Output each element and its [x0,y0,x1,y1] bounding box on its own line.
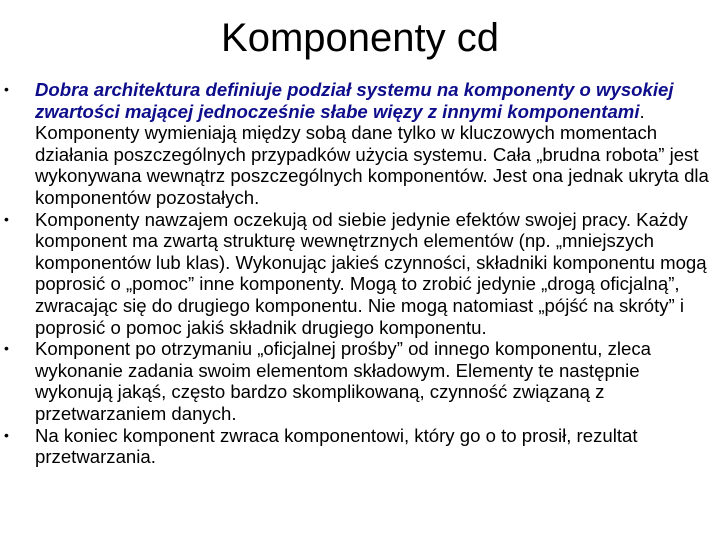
bullet-icon: • [4,210,9,227]
slide-title: Komponenty cd [221,16,499,60]
bullet-text: Komponenty nawzajem oczekują od siebie jedynie efektów swojej pracy. Każdy komponent ma zwartą strukturę wewnętrznych elementów (np. „mniejszych komponentów lub klas). Wykonując jakieś czynności, składniki komponentu mogą poprosić o „pomoc” inne komponenty. Mogą to zrobić jedynie „drogą oficjalną”, zwracając się do drugiego komponentu. Nie mogą natomiast „pójść na skróty” i poprosić o pomoc jakiś składnik drugiego komponentu. [35,208,707,338]
bullet-item-2 [4,208,712,339]
bullet-text: Na koniec komponent zwraca komponentowi, który go o to prosił, rezultat przetwarzania. [35,424,638,468]
bullet-emphasis: Dobra architektura definiuje podział systemu na komponenty o wysokiej zwartości mającej jednocześnie słabe więzy z innymi komponentami [35,79,674,122]
bullet-item-4 [4,424,712,468]
bullet-text: Komponent po otrzymaniu „oficjalnej prośby” od innego komponentu, zleca wykonanie zadania swoim elementom składowym. Elementy te następnie wykonują jakąś, często bardzo skomplikowaną, czynność związaną z przetwarzaniem danych. [35,338,652,424]
bullet-item-3 [4,338,712,424]
bullet-list [4,79,712,468]
bullet-icon: • [4,340,9,357]
bullet-icon: • [4,81,9,97]
bullet-text: . Komponenty wymieniają między sobą dane tylko w kluczowych momentach działania poszczególnych przypadków użycia systemu. Cała „brudna robota” jest wykonywana wewnątrz poszczególnych komponentów. Jest ona jednak ukryta dla komponentów pozostałych. [35,100,709,208]
bullet-icon: • [4,426,9,443]
bullet-item-1 [4,79,712,209]
